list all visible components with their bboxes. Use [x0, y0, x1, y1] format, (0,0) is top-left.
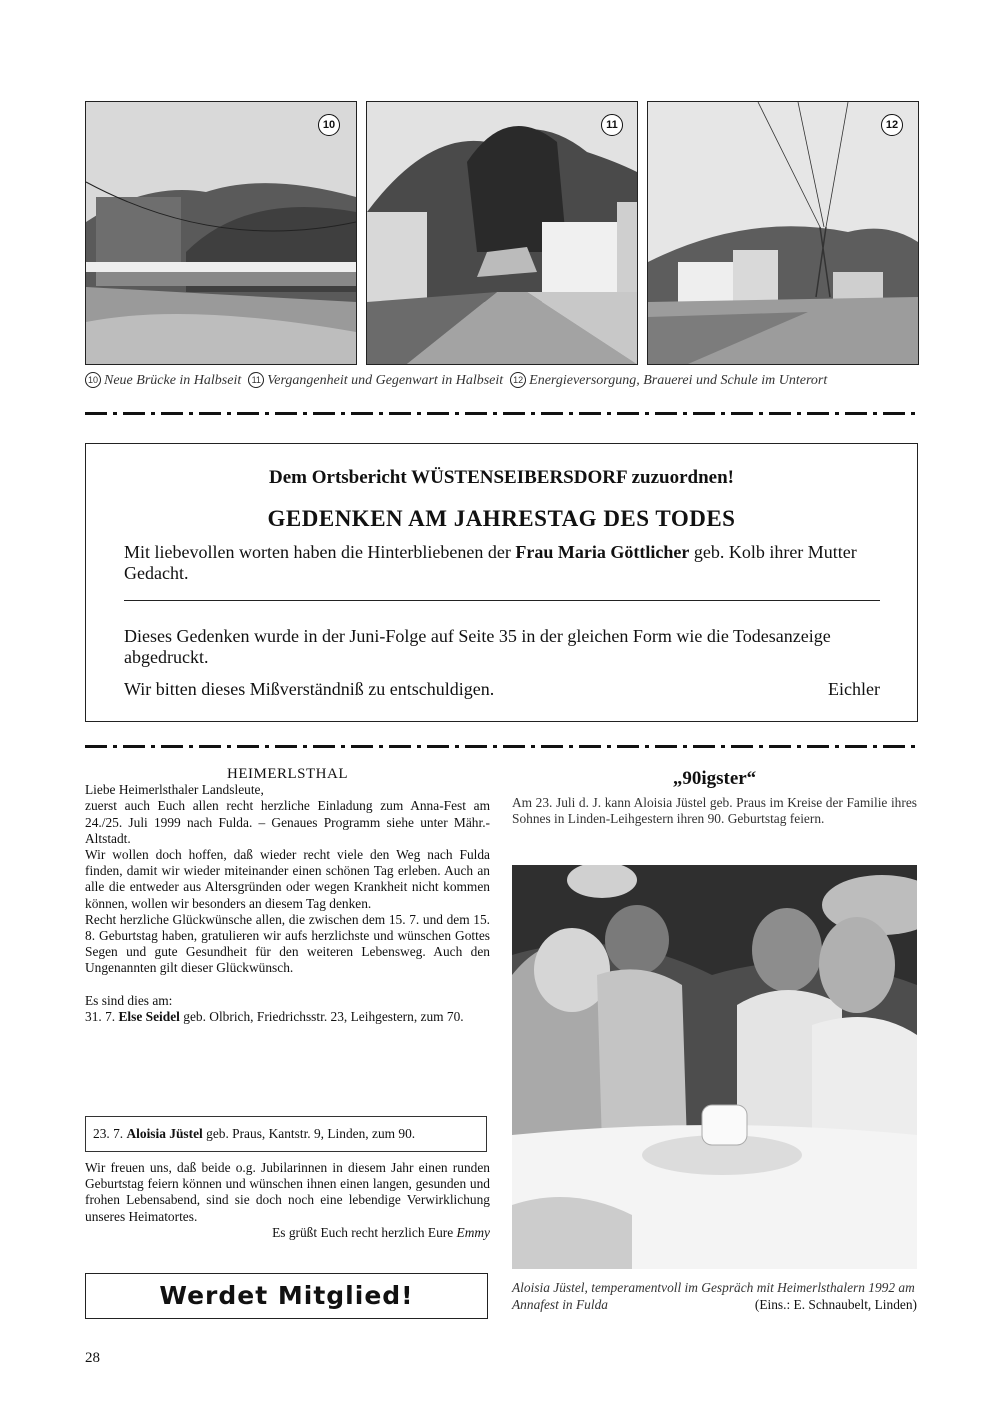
entry-date: 31. 7. [85, 1008, 116, 1024]
paragraph: Wir wollen doch hoffen, daß wieder recht viele den Weg nach Fulda finden, damit wir wieder miteinander einen schönen Tag erleben. Auch an alle die entweder aus Altersgründen oder wegen Krankheit nicht kommen können, wollen wir besonders an diesem Tag denken. [85, 847, 490, 911]
caption-number-badge: 10 [85, 372, 101, 388]
membership-banner [85, 1273, 488, 1319]
caption-number-badge: 12 [510, 372, 526, 388]
birthday-text: Am 23. Juli d. J. kann Aloisia Jüstel geb. Praus im Kreise der Familie ihres Sohnes in Linden-Leihgestern ihren 90. Geburtstag feiern. [512, 795, 917, 827]
greeting: Liebe Heimerlsthaler Landsleute, [85, 782, 264, 798]
dashed-divider [85, 412, 920, 415]
birthday-entry [85, 1009, 490, 1025]
photo-energy-supply [647, 101, 919, 365]
page-number: 28 [85, 1350, 100, 1366]
entry-details: geb. Olbrich, Friedrichsstr. 23, Leihgestern, zum 70. [183, 1008, 464, 1024]
entry-date: 23. 7. [93, 1126, 124, 1141]
caption-text: Aloisia Jüstel, temperamentvoll im Gespräch mit Heimerlsthalern 1992 am Annafest in Fulda [512, 1280, 915, 1312]
closing-line [85, 1225, 490, 1241]
entry-name: Else Seidel [118, 1008, 180, 1024]
birthday-entry [93, 1126, 415, 1142]
birthday-heading: „90igster“ [672, 768, 757, 789]
photo-number-badge: 11 [601, 114, 623, 136]
photo-new-bridge [85, 101, 357, 365]
notice-name: Frau Maria Göttlicher [515, 542, 690, 562]
entry-details: geb. Praus, Kantstr. 9, Linden, zum 90. [206, 1126, 416, 1141]
photo-caption [512, 1280, 917, 1313]
photo-credit: (Eins.: E. Schnaubelt, Linden) [754, 1296, 917, 1312]
notice-subtitle: Dem Ortsbericht WÜSTENSEIBERSDORF zuzuordnen! [269, 467, 734, 488]
paragraph: Recht herzliche Glückwünsche allen, die zwischen dem 15. 7. und dem 15. 8. Geburtstag haben, gratulieren wir aufs herzlichste und wünschen Gottes Segen und gute Gesundheit für den weiteren Lebensweg. Auch den Ungenannten gilt dieser Glückwünsch. [85, 911, 490, 976]
notice-apology: Wir bitten dieses Mißverständniß zu entschuldigen. [124, 679, 495, 699]
caption-text: Neue Brücke in Halbseit [104, 373, 242, 388]
correction-notice-box [85, 443, 918, 722]
dashed-divider [85, 745, 920, 748]
notice-paragraph-1 [124, 542, 880, 584]
membership-banner-text: Werdet Mitglied! [159, 1281, 414, 1310]
list-intro: Es sind dies am: [85, 992, 173, 1008]
photo-past-present [366, 101, 638, 365]
section-heading: HEIMERLSTHAL [227, 766, 348, 782]
notice-text: Mit liebevollen worten haben die Hinterbliebenen der [124, 542, 516, 562]
highlighted-birthday-entry [85, 1116, 487, 1152]
photo-birthday-gathering [512, 865, 917, 1269]
paragraph: Wir freuen uns, daß beide o.g. Jubilarinnen in diesem Jahr einen runden Geburtstag feiern können und wünschen ihnen einen langen, gesunden und frohen Lebensabend, sind sie doch noch eine lebendige Verwirklichung unseres Heimatortes. [85, 1160, 490, 1224]
caption-number-badge: 11 [248, 372, 264, 388]
photo-number-badge: 10 [318, 114, 340, 136]
closing-text: Es grüßt Euch recht herzlich Eure [272, 1224, 454, 1240]
caption-text: Vergangenheit und Gegenwart in Halbseit [267, 373, 504, 388]
notice-paragraph-2: Dieses Gedenken wurde in der Juni-Folge auf Seite 35 in der gleichen Form wie die Todesanzeige abgedruckt. [124, 626, 831, 667]
closing-name: Emmy [456, 1224, 490, 1240]
photo-number-badge: 12 [881, 114, 903, 136]
heimerlsthal-closing [85, 1160, 490, 1241]
heimerlsthal-section [85, 766, 490, 1025]
notice-title: GEDENKEN AM JAHRESTAG DES TODES [267, 506, 736, 531]
notice-signature: Eichler [828, 679, 880, 699]
notice-divider [124, 600, 880, 601]
notice-paragraph-3 [124, 679, 880, 700]
notice-text: geb. Kolb ihrer Mutter Gedacht. [124, 542, 857, 583]
photo-captions [85, 372, 920, 389]
paragraph: zuerst auch Euch allen recht herzliche Einladung zum Anna-Fest am 24./25. Juli 1999 nach Fulda. – Genaues Programm siehe unter Mähr.-Altstadt. [85, 798, 490, 846]
caption-text: Energieversorgung, Brauerei und Schule im Unterort [529, 373, 828, 388]
entry-name: Aloisia Jüstel [126, 1126, 203, 1141]
